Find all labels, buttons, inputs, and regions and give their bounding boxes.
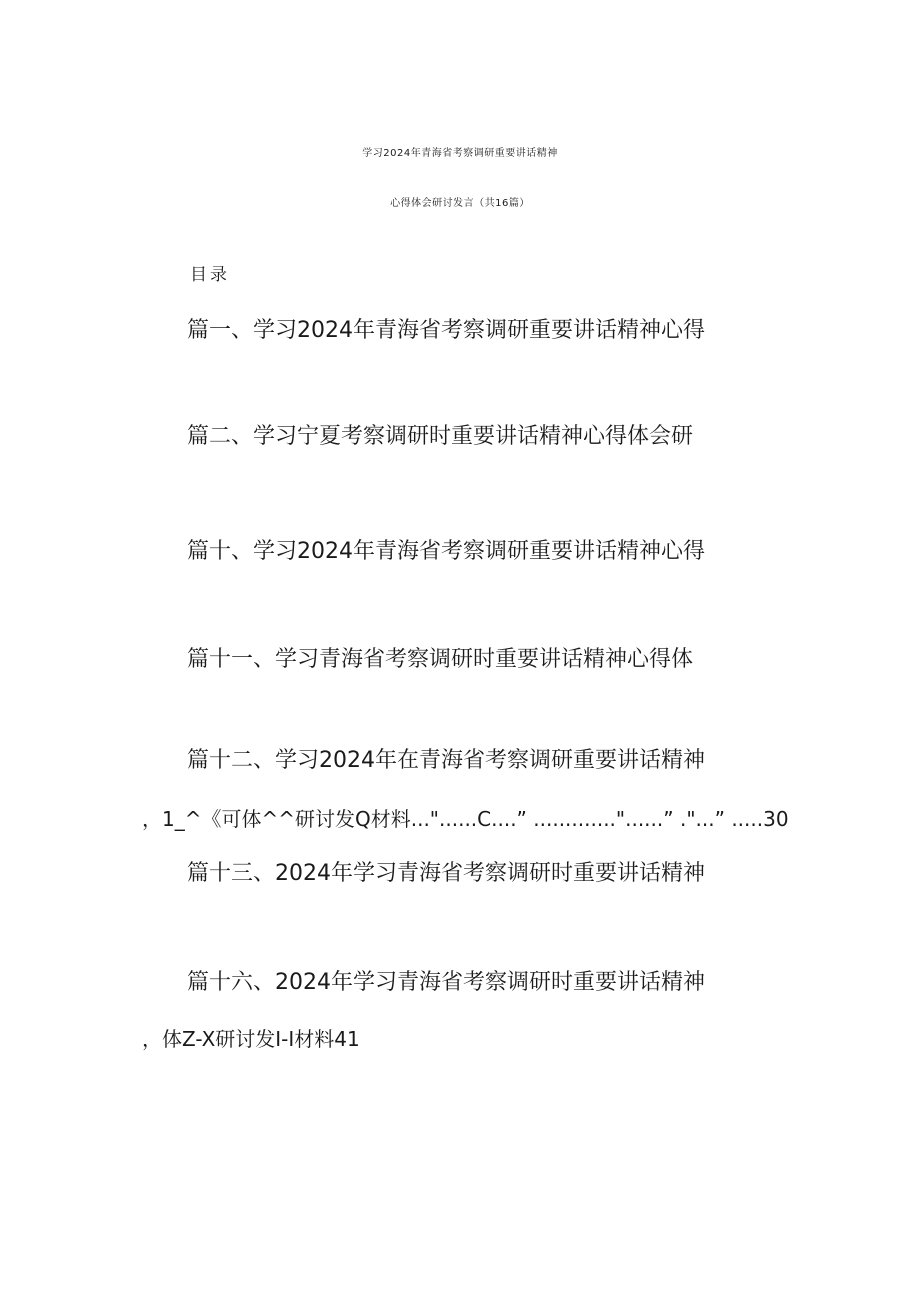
toc-entry-12[interactable]: 篇十二、学习2024年在青海省考察调研重要讲话精神 [187,748,705,773]
toc-entry-16-continuation[interactable]: ，体Z-X研讨发I-I材料41 [142,1027,360,1051]
toc-entry-12-continuation[interactable]: ，1_^《可体^^研讨发Q材料..."......C....” ............."......” ."...” .....30 [142,807,789,831]
toc-label: 目录 [190,265,230,285]
document-title-line-1: 学习2024年青海省考察调研重要讲话精神 [362,148,558,159]
toc-entry-10[interactable]: 篇十、学习2024年青海省考察调研重要讲话精神心得 [187,539,705,564]
toc-entry-13[interactable]: 篇十三、2024年学习青海省考察调研时重要讲话精神 [187,861,705,886]
toc-entry-11[interactable]: 篇十一、学习青海省考察调研时重要讲话精神心得体 [187,647,694,672]
toc-entry-1[interactable]: 篇一、学习2024年青海省考察调研重要讲话精神心得 [187,318,705,343]
toc-entry-16[interactable]: 篇十六、2024年学习青海省考察调研时重要讲话精神 [187,970,705,995]
toc-entry-2[interactable]: 篇二、学习宁夏考察调研时重要讲话精神心得体会研 [187,424,694,449]
document-title-line-2: 心得体会研讨发言（共16篇） [390,198,530,209]
